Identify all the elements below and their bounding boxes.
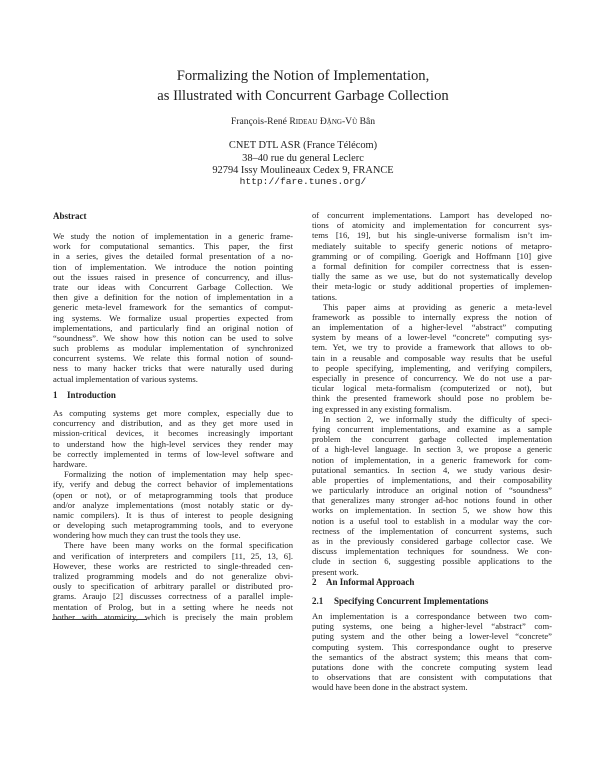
- text-line: Formalizing the notion of implementation may help spec-: [64, 469, 293, 480]
- text-line: then give a definition for the notion of implementation in a: [53, 292, 293, 303]
- subsection-2-1-heading: [312, 596, 488, 606]
- text-line: puting system and the other being a lower-level “concrete”: [312, 631, 552, 642]
- text-line: that generalizes many stronger ad-hoc notions found in other: [312, 495, 552, 506]
- section-title: An Informal Approach: [326, 577, 415, 587]
- author-first-name: François-René: [230, 116, 287, 127]
- text-line: In section 2, we informally study the difficulty of speci-: [323, 413, 552, 424]
- text-line: grams. Araujo [2] discusses correctness of a parallel imple-: [53, 591, 293, 602]
- affiliation-street: 38–40 rue du general Leclerc: [242, 153, 364, 164]
- text-line: work for computational semantics. This paper, the first: [53, 241, 293, 252]
- text-line: namic compilers). It is thus of interest to people designing: [53, 509, 293, 520]
- text-line: tion of implementation. We introduce the notion pointing: [53, 261, 293, 272]
- section-2-1-body: [312, 611, 552, 693]
- text-line: tem. Yet, we try to provide a framework that allows to ob-: [312, 342, 552, 353]
- text-line: to understand how the high-level services they render may: [53, 438, 293, 449]
- text-line: clude in section 6, suggesting possible applications to the: [312, 556, 552, 567]
- text-line: tralized programming models and do not generalize obvi-: [53, 571, 293, 581]
- text-line: able properties of implementations, and their composability: [312, 474, 552, 485]
- text-line: implementations, and particularly find an original notion of: [53, 322, 293, 333]
- text-line: especially in presence of concurrency. We do not use a par-: [312, 373, 552, 383]
- introduction-body: [53, 408, 293, 622]
- text-line: of a high-level language. In section 3, we propose a generic: [312, 444, 552, 455]
- text-line: works on implementation. In section 5, we show how this: [312, 505, 552, 516]
- text-line: This paper aims at providing as generic a meta-level: [323, 301, 552, 312]
- subsection-number: 2.1: [312, 596, 324, 606]
- text-line: gramming or of compiling. Goerigk and Hoffmann [10] give: [312, 250, 552, 261]
- text-line: There have been many works on the formal specification: [64, 540, 293, 551]
- text-line: such problems as modular implementation of synchronized: [53, 343, 293, 354]
- text-line: actual implementation of various systems.: [53, 373, 198, 384]
- subsection-title: Specifying Concurrent Implementations: [334, 596, 489, 606]
- text-line: generic meta-level framework for the semantics of comput-: [53, 302, 293, 313]
- text-line: As computing systems get more complex, especially due to: [53, 408, 293, 418]
- text-line: a formal definition for compiler correctness that is essen-: [312, 260, 552, 271]
- text-line: notion of implementation, in a generic framework for com-: [312, 454, 552, 465]
- text-line: to observations that are consistent with computations that: [312, 672, 552, 683]
- text-line: we particularly introduce an original notion of “soundness”: [312, 485, 552, 496]
- text-line: wondering how much they can trust the tools they use.: [53, 530, 241, 541]
- text-line: “soundness”. We show how this notion can be used to solve: [53, 332, 293, 343]
- text-line: system by means of a lower-level “concrete” computing sys-: [312, 332, 552, 343]
- text-line: ing systems. We formalize usual properties expected from: [53, 312, 293, 323]
- abstract-heading: Abstract: [53, 211, 87, 221]
- text-line: concurrent systems. We relate this formal notion of sound-: [53, 353, 293, 364]
- text-line: bother with atomicity, which is precisely the main problem: [53, 611, 293, 622]
- abstract-body: [53, 231, 293, 384]
- text-line: be correctly implemented in terms of low-level software and: [53, 448, 293, 459]
- text-line: and verification of interpreters and compilers [11, 25, 13, 6].: [53, 550, 293, 561]
- text-line: or developing such metaprogramming tools, and to everyone: [53, 520, 293, 531]
- text-line: out the issues raised in presence of concurrency, and illus-: [53, 271, 293, 282]
- text-line: mission-critical devices, it becomes increasingly important: [53, 428, 293, 439]
- text-line: concurrency and distribution, and as they get more used in: [53, 418, 293, 429]
- affiliation-city: 92794 Issy Moulineaux Cedex 9, FRANCE: [212, 165, 394, 176]
- text-line: putational semantics. In section 4, we study various desir-: [312, 464, 552, 475]
- text-line: tations.: [312, 291, 338, 302]
- text-line: mediately suitable to specify generic notions of metapro-: [312, 240, 552, 251]
- author-given-name: Bân: [359, 116, 376, 127]
- text-line: of concurrent implementations. Lamport has developed no-: [312, 210, 552, 220]
- text-line: their meta-logic or study additional properties of implemen-: [312, 281, 552, 292]
- text-line: ify, verify and debug the correct behavior of implementations: [53, 479, 293, 490]
- text-line: think the presented framework should pose no problem be-: [312, 393, 552, 404]
- right-column-body: [312, 210, 552, 577]
- text-line: However, these works are restricted to single-threaded cen-: [53, 560, 293, 571]
- text-line: ness to many hacker tricks that were naturally used during: [53, 363, 293, 374]
- text-line: problem the concurrent garbage collected implementation: [312, 434, 552, 445]
- text-line: to people specifying, implementing, and verifying compilers,: [312, 362, 552, 373]
- section-number: 1: [53, 390, 58, 400]
- text-line: ing expressed in any existing formalism.: [312, 403, 452, 414]
- text-line: An implementation is a correspondance between two com-: [312, 611, 552, 621]
- paper-title-line-1: Formalizing the Notion of Implementation,: [176, 68, 430, 84]
- text-line: hardware.: [53, 458, 88, 469]
- section-1-heading: [53, 390, 116, 400]
- text-line: ously to specification of arbitrary parallel or distributed pro-: [53, 581, 293, 592]
- text-line: the semantics of the abstract system; this means that com-: [312, 651, 552, 662]
- text-line: notion is a useful tool to establish in a modular way the cor-: [312, 515, 552, 526]
- section-title: Introduction: [67, 390, 116, 400]
- text-line: fying concurrent implementations, and examine as a sample: [312, 423, 552, 434]
- text-line: mentation of Prolog, but in a setting where he needs not: [53, 601, 293, 612]
- author-url[interactable]: http://fare.tunes.org/: [239, 176, 367, 187]
- text-line: tems [16, 19], but his single-universe formalism isn’t im-: [312, 230, 552, 241]
- text-line: rectness of the implementation of concurrent systems, such: [312, 525, 552, 536]
- text-line: tions of atomicity and implementation for concurrent sys-: [312, 220, 552, 231]
- author-surname: Rideau Đặng-Vũ: [289, 116, 358, 127]
- text-line: would have been done in the abstract system.: [312, 682, 468, 693]
- text-line: puting systems, one being a higher-level “abstract” com-: [312, 621, 552, 632]
- text-line: as in the previously considered garbage collector case. We: [312, 536, 552, 546]
- text-line: ticular logical meta-formalism (computerized or not), but: [312, 383, 552, 394]
- text-line: (open or not), or of metaprogramming tools that produce: [53, 489, 293, 500]
- text-line: present work.: [312, 566, 359, 577]
- author: [0, 116, 600, 127]
- affiliation-org: CNET DTL ASR (France Télécom): [228, 140, 378, 151]
- text-line: tially the same as we use, but do not systematically develop: [312, 271, 552, 282]
- text-line: discuss implementation techniques for soundness. We con-: [312, 546, 552, 557]
- footnote-rule: [52, 619, 147, 620]
- section-number: 2: [312, 577, 317, 587]
- text-line: in a series, gives the detailed formal presentation of a no-: [53, 251, 293, 262]
- text-line: We study the notion of implementation in a generic frame-: [53, 231, 293, 241]
- text-line: putations done with the concrete computing system lead: [312, 661, 552, 672]
- text-line: trate our ideas with Concurrent Garbage Collection. We: [53, 281, 293, 292]
- text-line: tain in a reusable and composable way results that be useful: [312, 352, 552, 363]
- paper-title-line-2: as Illustrated with Concurrent Garbage Collection: [157, 88, 449, 104]
- text-line: framework as possible to internally express the notion of: [312, 311, 552, 322]
- text-line: and/or analyze implementations (most notably static or dy-: [53, 499, 293, 510]
- section-2-heading: [312, 577, 414, 587]
- text-line: an implementation of a higher-level “abstract” computing: [312, 322, 552, 333]
- text-line: computing system. This correspondance ought to preserve: [312, 641, 552, 652]
